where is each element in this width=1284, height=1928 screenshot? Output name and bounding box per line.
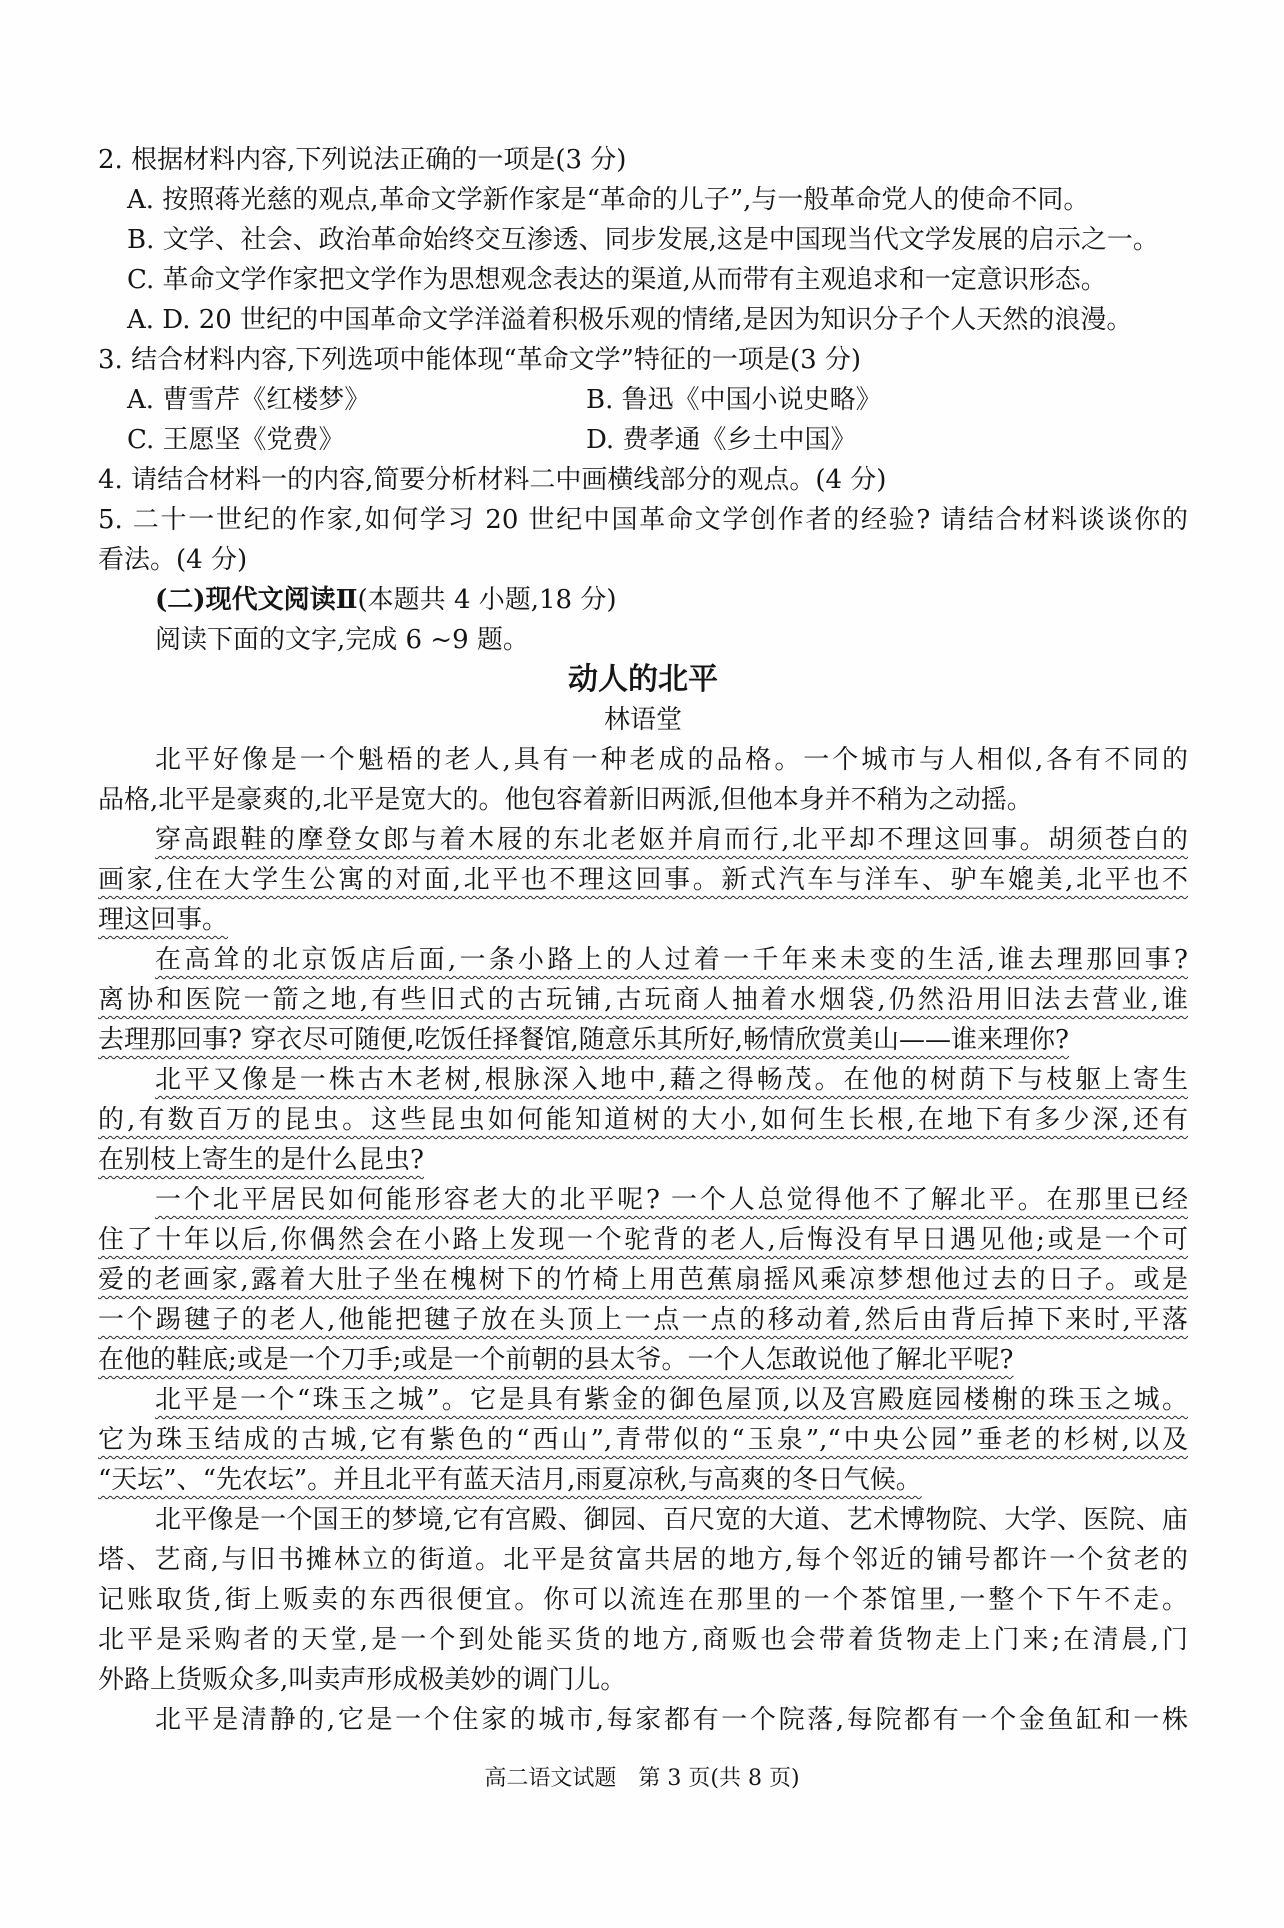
section-heading (98, 580, 1188, 620)
article-line: 去理那回事? 穿衣尽可随便,吃饭任择餐馆,随意乐其所好,畅情欣赏美山——谁来理你? (98, 1025, 1069, 1055)
question-3-option-d: D. 费孝通《乡土中国》 (586, 425, 857, 455)
question-3-options-row-2 (98, 420, 1188, 460)
question-5-stem-line: 5. 二十一世纪的作家,如何学习 20 世纪中国革命文学创作者的经验? 请结合材料谈谈你的 (98, 505, 1188, 535)
question-5-stem-line: 看法。(4 分) (98, 545, 248, 575)
question-3-option-a: A. 曹雪芹《红楼梦》 (127, 385, 371, 415)
page-content (98, 140, 1188, 1740)
article-line: 塔、艺商,与旧书摊林立的街道。北平是贫富共居的地方,每个邻近的铺号都许一个贫老的 (98, 1545, 1188, 1575)
section-title: (二)现代文阅读Ⅱ (155, 585, 358, 615)
article-line: 北平好像是一个魁梧的老人,具有一种老成的品格。一个城市与人相似,各有不同的 (155, 745, 1188, 775)
question-2-option-b: B. 文学、社会、政治革命始终交互渗透、同步发展,这是中国现当代文学发展的启示之一。 (127, 225, 1159, 255)
article-line: 离协和医院一箭之地,有些旧式的古玩铺,古玩商人抽着水烟袋,仍然沿用旧法去营业,谁 (98, 985, 1188, 1015)
article-author: 林语堂 (603, 705, 682, 735)
question-2-stem: 2. 根据材料内容,下列说法正确的一项是(3 分) (98, 145, 627, 175)
article-line: 一个北平居民如何能形容老大的北平呢? 一个人总觉得他不了解北平。在那里已经 (155, 1185, 1188, 1215)
article-line: 它为珠玉结成的古城,它有紫色的“西山”,青带似的“玉泉”,“中央公园”垂老的杉树,以及 (98, 1425, 1188, 1455)
article-line: 的,有数百万的昆虫。这些昆虫如何能知道树的大小,如何生长根,在地下有多少深,还有 (98, 1105, 1188, 1135)
question-2-option-c: C. 革命文学作家把文学作为思想观念表达的渠道,从而带有主观追求和一定意识形态。 (127, 265, 1107, 295)
question-2-option-a: A. 按照蒋光慈的观点,革命文学新作家是“革命的儿子”,与一般革命党人的使命不同。 (127, 185, 1090, 215)
question-4-stem: 4. 请结合材料一的内容,简要分析材料二中画横线部分的观点。(4 分) (98, 465, 887, 495)
article-paragraph-underlined (98, 1380, 1188, 1500)
article-paragraph (98, 1700, 1188, 1740)
article-paragraph-underlined (98, 940, 1188, 1060)
article-line: 在高耸的北京饭店后面,一条小路上的人过着一千年来未变的生活,谁去理那回事? (155, 945, 1188, 975)
article-paragraph-underlined (98, 1060, 1188, 1180)
question-2-option-d: A. D. 20 世纪的中国革命文学洋溢着积极乐观的情绪,是因为知识分子个人天然的浪漫。 (127, 305, 1133, 335)
question-3-option-c: C. 王愿坚《党费》 (127, 425, 345, 455)
article-paragraph-underlined (98, 820, 1188, 940)
article-line: 北平像是一个国王的梦境,它有宫殿、御园、百尺宽的大道、艺术博物院、大学、医院、庙 (155, 1505, 1188, 1535)
article-line: “天坛”、“先农坛”。并且北平有蓝天洁月,雨夏凉秋,与高爽的冬日气候。 (98, 1465, 922, 1495)
article-title: 动人的北平 (568, 662, 718, 697)
question-3-stem: 3. 结合材料内容,下列选项中能体现“革命文学”特征的一项是(3 分) (98, 345, 862, 375)
article-line: 爱的老画家,露着大肚子坐在槐树下的竹椅上用芭蕉扇摇风乘凉梦想他过去的日子。或是 (98, 1265, 1188, 1295)
article-line: 北平是采购者的天堂,是一个到处能买货的地方,商贩也会带着货物走上门来;在清晨,门 (98, 1625, 1188, 1655)
article-paragraph-underlined (98, 1180, 1188, 1380)
article-line: 品格,北平是豪爽的,北平是宽大的。他包容着新旧两派,但他本身并不稍为之动摇。 (98, 785, 1033, 815)
article-line: 在别枝上寄生的是什么昆虫? (98, 1145, 424, 1175)
page-footer: 高二语文试题 第 3 页(共 8 页) (484, 1766, 800, 1791)
article-line: 北平又像是一株古木老树,根脉深入地中,藉之得畅茂。在他的树荫下与枝躯上寄生 (155, 1065, 1188, 1095)
article-paragraph (98, 1500, 1188, 1700)
article-line: 理这回事。 (98, 905, 229, 935)
article-line: 在他的鞋底;或是一个刀手;或是一个前朝的县太爷。一个人怎敢说他了解北平呢? (98, 1345, 1014, 1375)
article-line: 外路上货贩众多,叫卖声形成极美妙的调门儿。 (98, 1665, 627, 1695)
article-paragraph (98, 740, 1188, 820)
section-instruction: 阅读下面的文字,完成 6 ~9 题。 (155, 625, 529, 655)
article-line: 北平是一个“珠玉之城”。它是具有紫金的御色屋顶,以及宫殿庭园楼榭的珠玉之城。 (155, 1385, 1188, 1415)
article-line: 北平是清静的,它是一个住家的城市,每家都有一个院落,每院都有一个金鱼缸和一株 (155, 1705, 1188, 1735)
article-line: 一个踢毽子的老人,他能把毽子放在头顶上一点一点的移动着,然后由背后掉下来时,平落 (98, 1305, 1188, 1335)
question-3-option-b: B. 鲁迅《中国小说史略》 (586, 385, 882, 415)
article-line: 记账取货,街上贩卖的东西很便宜。你可以流连在那里的一个茶馆里,一整个下午不走。 (98, 1585, 1188, 1615)
question-3-options-row-1 (98, 380, 1188, 420)
article-line: 画家,住在大学生公寓的对面,北平也不理这回事。新式汽车与洋车、驴车媲美,北平也不 (98, 865, 1188, 895)
section-note: (本题共 4 小题,18 分) (357, 585, 617, 615)
article-line: 住了十年以后,你偶然会在小路上发现一个驼背的老人,后悔没有早日遇见他;或是一个可 (98, 1225, 1188, 1255)
article-line: 穿高跟鞋的摩登女郎与着木屐的东北老妪并肩而行,北平却不理这回事。胡须苍白的 (155, 825, 1188, 855)
